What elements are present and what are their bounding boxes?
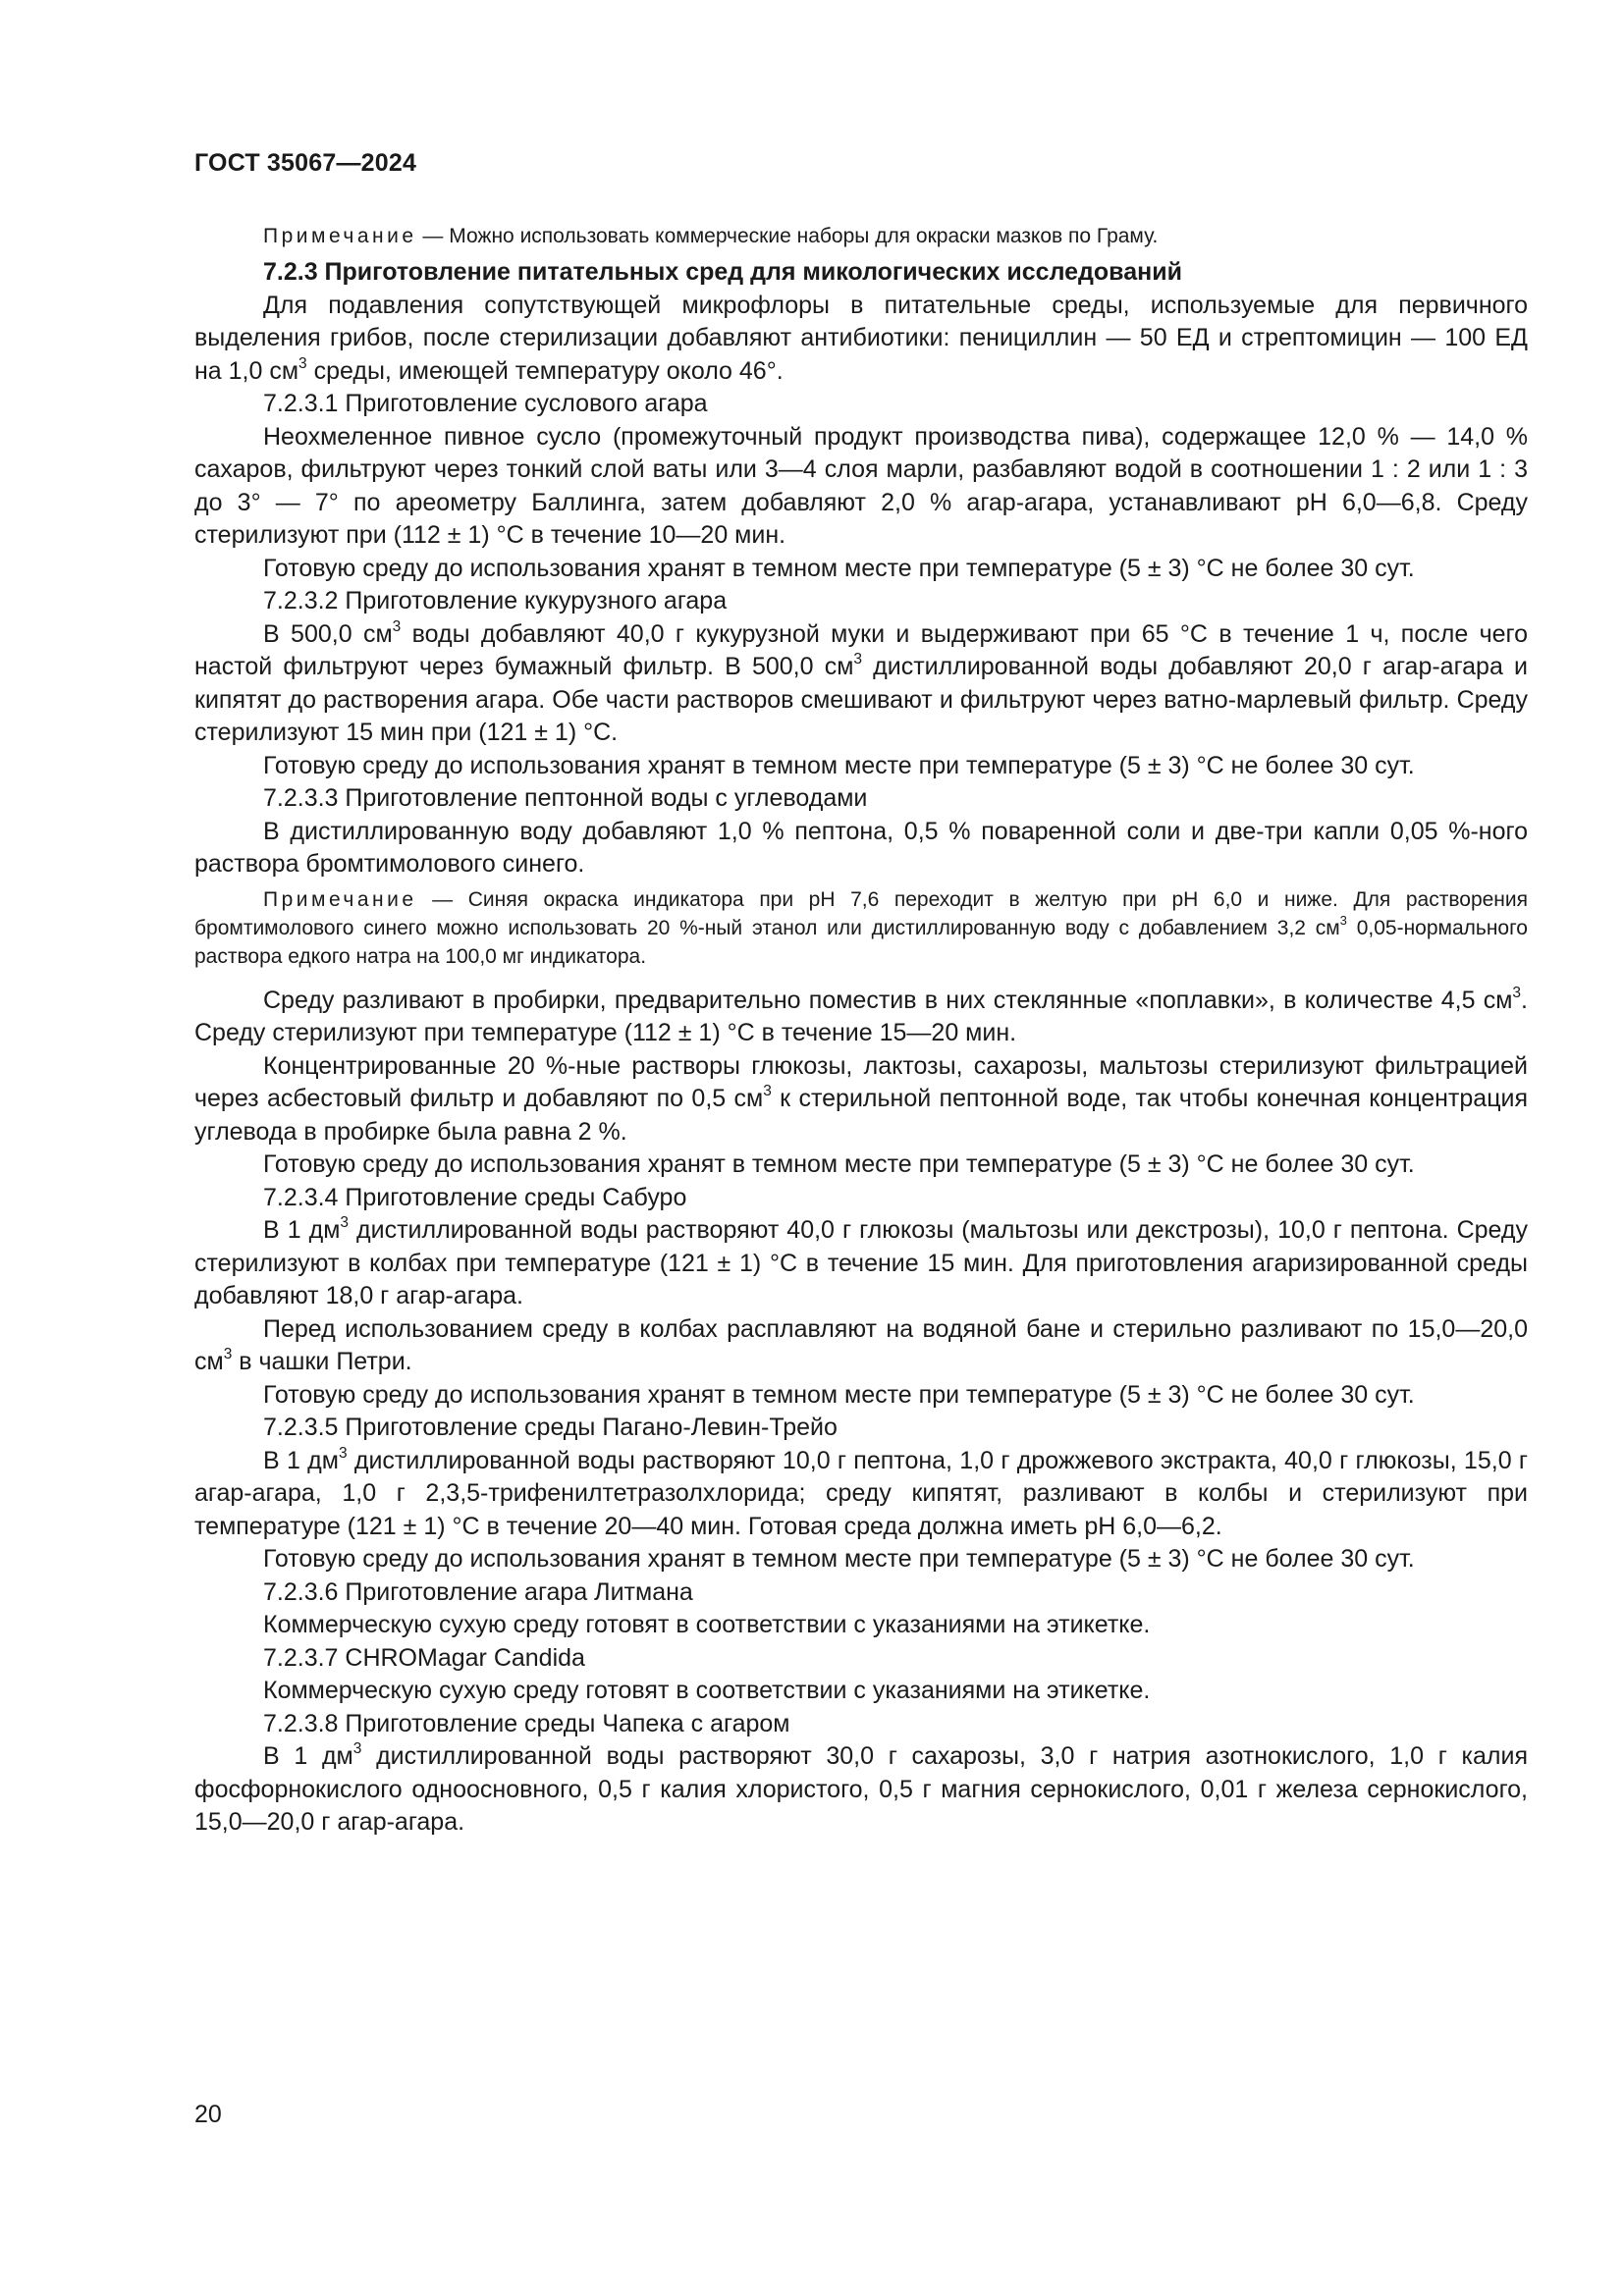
paragraph-storage: Готовую среду до использования хранят в темном месте при температуре (5 ± 3) °С не более 30 сут.	[263, 554, 1415, 582]
note-indicator: Примечание — Синяя окраска индикатора при pH 7,6 переходит в желтую при pH 6,0 и ниже. Для растворения бромтимолового синего можно использовать 20 %-ный этанол или дистиллированную воду с добавлением 3,2 $см^3$ 0,05-нормального раствора едкого натра на 100,0 мг индикатора.	[194, 887, 1528, 968]
subsection-title-7-2-3-2: 7.2.3.2 Приготовление кукурузного агара	[263, 587, 728, 614]
note-gram-stain: Примечание — Можно использовать коммерческие наборы для окраски мазков по Граму.	[263, 225, 1159, 247]
subsection-title-7-2-3-6: 7.2.3.6 Приготовление агара Литмана	[263, 1577, 693, 1606]
paragraph-corn-agar: В 500,0 $см^3$ воды добавляют 40,0 г кукурузной муки и выдерживают при 65 °С в течение 1 ч, после чего настой фильтруют через бумажный фильтр. В 500,0 $см^3$ дистиллированной воды добавляют 20,0 г агар-агара и кипятят до растворения агара. Обе части растворов смешивают и фильтруют через ватно-марлевый фильтр. Среду стерилизуют 15 мин при (121 ± 1) °С.	[194, 617, 1528, 746]
paragraph-storage: Готовую среду до использования хранят в темном месте при температуре (5 ± 3) °С не более 30 сут.	[263, 1380, 1415, 1409]
paragraph-storage: Готовую среду до использования хранят в темном месте при температуре (5 ± 3) °С не более 30 сут.	[263, 1545, 1415, 1573]
subsection-title-7-2-3-7: 7.2.3.7 CHROMagar Candida	[263, 1643, 585, 1672]
subsection-title-7-2-3-8: 7.2.3.8 Приготовление среды Чапека с агаром	[263, 1709, 790, 1737]
subsection-title-7-2-3-5: 7.2.3.5 Приготовление среды Пагано-Левин-Трейо	[263, 1414, 838, 1441]
document-header: ГОСТ 35067—2024	[194, 149, 417, 177]
paragraph-wort-agar: Неохмеленное пивное сусло (промежуточный продукт производства пива), содержащее 12,0 % — 14,0 % сахаров, фильтруют через тонкий слой ваты или 3—4 слоя марли, разбавляют водой в соотношении 1 : 2 или 1 : 3 до 3° — 7° по ареометру Баллинга, затем добавляют 2,0 % агар-агара, устанавливают pH 6,0—6,8. Среду стерилизуют при (112 ± 1) °С в течение 10—20 мин.	[194, 422, 1528, 549]
paragraph-petri-dishes: Перед использованием среду в колбах расплавляют на водяной бане и стерильно разливают по 15,0—20,0 $см^3$ в чашки Петри.	[194, 1314, 1528, 1375]
paragraph-test-tubes: Среду разливают в пробирки, предварительно поместив в них стеклянные «поплавки», в количестве 4,5 $см^3$. Среду стерилизуют при температуре (112 ± 1) °С в течение 15—20 мин.	[194, 984, 1528, 1046]
note-label: Примечание	[263, 225, 417, 247]
subsection-title-7-2-3-4: 7.2.3.4 Приготовление среды Сабуро	[263, 1183, 687, 1211]
paragraph-peptone-water: В дистиллированную воду добавляют 1,0 % пептона, 0,5 % поваренной соли и две-три капли 0,05 %-ного раствора бромтимолового синего.	[194, 817, 1528, 878]
note-label: Примечание	[263, 887, 417, 911]
paragraph-pagano-levin: В 1 $дм^3$ дистиллированной воды растворяют 10,0 г пептона, 1,0 г дрожжевого экстракта, 40,0 г глюкозы, 15,0 г агар-агара, 1,0 г 2,3,5-трифенилтетразолхлорида; среду кипятят, разливают в колбы и стерилизуют при температуре (121 ± 1) °С в течение 20—40 мин. Готовая среда должна иметь pH 6,0—6,2.	[194, 1444, 1529, 1540]
paragraph-intro: Для подавления сопутствующей микрофлоры в питательные среды, используемые для первичного выделения грибов, после стерилизации добавляют антибиотики: пенициллин — 50 ЕД и стрептомицин — 100 ЕД на 1,0 $см^3$ среды, имеющей температуру около 46°.	[194, 291, 1528, 385]
paragraph-storage: Готовую среду до использования хранят в темном месте при температуре (5 ± 3) °С не более 30 сут.	[263, 1150, 1415, 1178]
paragraph-czapek: В 1 $дм^3$ дистиллированной воды растворяют 30,0 г сахарозы, 3,0 г натрия азотнокислого, 1,0 г калия фосфорнокислого одноосновного, 0,5 г калия хлористого, 0,5 г магния сернокислого, 0,01 г железа сернокислого, 15,0—20,0 г агар-агара.	[194, 1740, 1528, 1836]
paragraph-sugar-solutions: Концентрированные 20 %-ные растворы глюкозы, лактозы, сахарозы, мальтозы стерилизуют фильтрацией через асбестовый фильтр и добавляют по 0,5 $см^3$ к стерильной пептонной воде, так чтобы конечная концентрация углевода в пробирке была равна 2 %.	[194, 1051, 1529, 1146]
section-title-7-2-3: 7.2.3 Приготовление питательных сред для микологических исследований	[263, 258, 1182, 286]
subsection-title-7-2-3-1: 7.2.3.1 Приготовление суслового агара	[263, 390, 708, 417]
page-number: 20	[194, 2101, 222, 2128]
paragraph-chromagar: Коммерческую сухую среду готовят в соответствии с указаниями на этикетке.	[263, 1677, 1151, 1704]
paragraph-storage: Готовую среду до использования хранят в темном месте при температуре (5 ± 3) °С не более 30 сут.	[263, 751, 1415, 779]
paragraph-litman: Коммерческую сухую среду готовят в соответствии с указаниями на этикетке.	[263, 1611, 1151, 1638]
paragraph-sabouraud: В 1 $дм^3$ дистиллированной воды растворяют 40,0 г глюкозы (мальтозы или декстрозы), 10,0 г пептона. Среду стерилизуют в колбах при температуре (121 ± 1) °С в течение 15 мин. Для приготовления агаризированной среды добавляют 18,0 г агар-агара.	[194, 1214, 1529, 1309]
subsection-title-7-2-3-3: 7.2.3.3 Приготовление пептонной воды с углеводами	[263, 784, 868, 812]
document-body	[194, 222, 1528, 1840]
